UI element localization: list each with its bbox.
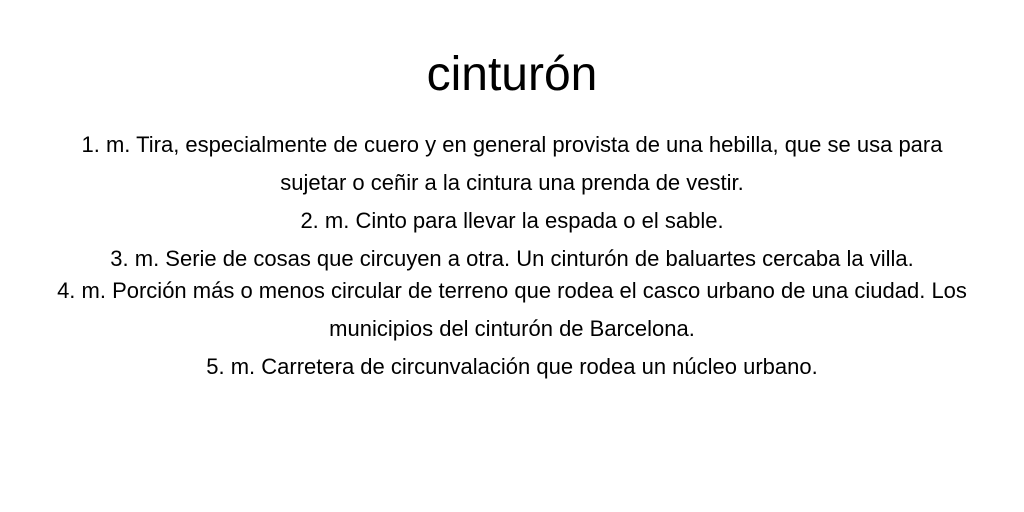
definition-2: 2. m. Cinto para llevar la espada o el sable.: [300, 208, 724, 233]
definition-5: 5. m. Carretera de circunvalación que rodea un núcleo urbano.: [206, 354, 818, 379]
definition-list: [50, 126, 974, 386]
headword-title: cinturón: [426, 48, 598, 101]
definition-4: 4. m. Porción más o menos circular de terreno que rodea el casco urbano de una ciudad. Los municipios del cinturón de Barcelona.: [57, 278, 967, 341]
definition-1: 1. m. Tira, especialmente de cuero y en general provista de una hebilla, que se usa para sujetar o ceñir a la cintura una prenda de vestir.: [81, 132, 943, 195]
definition-3: 3. m. Serie de cosas que circuyen a otra. Un cinturón de baluartes cercaba la villa.: [110, 246, 914, 271]
